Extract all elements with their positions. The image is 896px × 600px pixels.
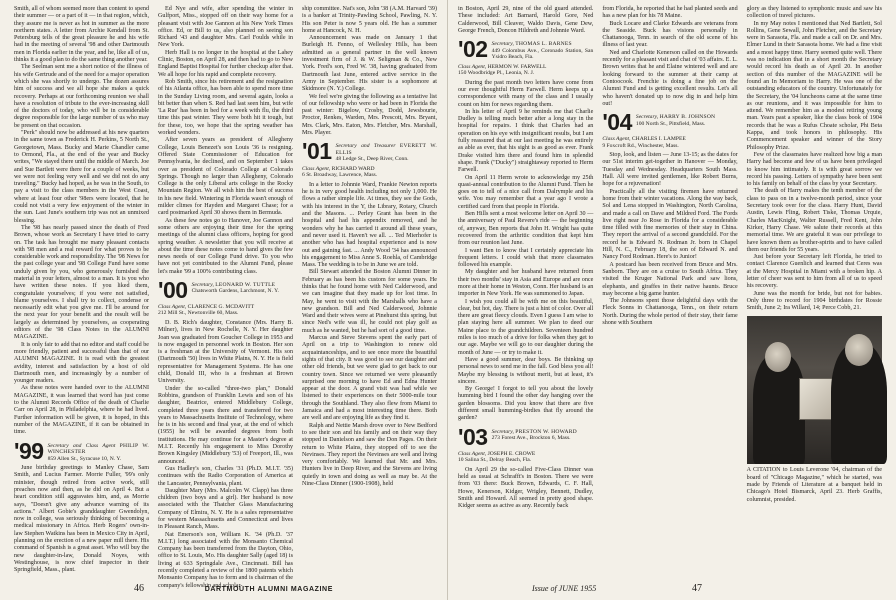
paragraph: The death of Harry makes the tenth member of the class to pass on in a twelve-month period, since your Secretary took over for the class. Harry Hunt, David Austin, Lewis Fling, Robert Tiske, Thomas Urquie, Charles MacKnight, Walter Russell, Fred Kent, John Kirker, Harry Chase. We salute their records at this memorial time. We are grateful it was our privilege to have known them as brother-spirits and to have called them our friends for 55 years.	[746, 188, 882, 253]
paragraph: Ned and Charlotte Kenerson called on the Howards recently for a pleasant visit and chat of '03 affairs. E. L. Brown writes that he and Elaine wintered well and are looking forward to the summer at their camp at Contoocook. Frenchie is doing a fine job on the Alumni Fund and is getting excellent results. Let's all who haven't donated up to now dig in and help him out!	[602, 49, 738, 107]
class-secretary: Secretary, THOMAS L. BARNES 449 Colombus Ave., Coronado Station, San Ysidro Beach, Fla.	[491, 41, 594, 61]
paragraph: Have a good summer, dear boys. Be thinking up personal news to send me in the fall. God bless you all! Maybe my blessing is without merit, but at least, it's sincere.	[458, 356, 594, 385]
right-page	[448, 0, 896, 600]
class-agent: Class Agent, CHARLES I. LAMPEE 9 Foxcroft Rd., Winchester, Mass.	[602, 136, 686, 149]
paragraph: Nat Emerson's son, William K. '34 (Ph.D. '37 M.I.T.) long associated with the Monsanto Chemical Company has been transferred from the Dayton, Ohio, office to St. Louis, Mo. His daughter Sally (aged 18) is living at 633 Springdale Ave., Cincinnati. Bill has recently completed a review of the 1800 patents which Monsanto Company has to form and is chairman of the company's fellowship and scholar-	[158, 531, 293, 589]
paragraph: from Florida, he reported that he had planted seeds and has a new plan for his 78 Maine.	[602, 6, 738, 20]
paragraph: Ben Hills sent a most welcome letter on April 30 — the anniversary of Paul Revere's ride — the beginning of, anyway, Ben reports that John H. Wright has quite recovered from the arthritic condition that kept him from our reunion last June.	[458, 211, 594, 247]
photo-block	[747, 316, 882, 503]
right-column-2	[602, 6, 737, 578]
paragraph: In a letter to Johnnie Ward, Frankie Newton reports he is in very good health including not only 1,000. He flows a rather simple life. At times, they see the Gods, with his interest in the Y, the Library, Rotary, Church and the Masons. ... Perley Grant has been in the hospital and had his appendix removed, and he wonders why he has carried it around all these years, and never used it. Haven't we all. ... Ted Mierhofer is another who has had hospital experience and is now out and gaining fast. ... Andy Wood '34 has announced his engagement to Miss Anne S. Roehla, of Cambridge Mass. The wedding is to be in June we are told.	[302, 181, 437, 269]
right-column-1	[458, 6, 593, 578]
paragraph: A postcard has been received from Bruce and Mrs. Sanborn. They are on a cruise to South Africa. They visited the Kruger National Park and saw lions, elephants, and giraffes in their native haunts. Bruce may become a big game hunter.	[602, 261, 738, 297]
class-secretary: Secretary and Treasurer EVERETT W. ELLIS 48 Ledge St., Deep River, Conn.	[335, 143, 437, 163]
paragraph: Under the so-called "three-two plan," Donald Robbins, grandson of Franklin Lewis and son of his daughter, Beatrice, entered Middlebury College, completed three years there and transferred for two years to Massachusetts Institute of Technology, where he is in his second and final year, at the end of which (1955) he will be awarded degrees from both institutions. He may continue for a Master's degree at M.I.T. Recently his engagement to Miss Dorothy Brown Kingsley (Middlebury '53) of Freeport, Ill., was announced.	[158, 385, 293, 465]
right-columns	[458, 6, 882, 578]
class-heading-99	[14, 437, 149, 464]
issue-date: Issue of JUNE 1955	[532, 584, 597, 593]
paragraph: As these notes were handed over to the ALUMNI MAGAZINE, it was learned that word has just come to the Alumni Records Office of the death of Charlie Carr on April 28, in Philadelphia, where he had lived. Further information will be given, it is hoped, in this number of the MAGAZINE, if it can be obtained in time.	[14, 385, 149, 436]
paragraph: The Johnsons spent those delightful days with the Fleck Sonns in Chattanooga, Tenn., on their return North. During the whole period of their stay, their fame shone with Southern	[602, 298, 738, 326]
photo-caption: A CITATION to Louis Leverone '04, chairman of the board of "Chicago Magazine," which he started, was made by Friends of Literature at a banquet held in Chicago's Hotel Bismarck, April 23. Herb Graffis, columnist, presided.	[746, 467, 882, 503]
paragraph: The Seelman sent me a short notice of the illness of his wife Gertrude and of the need for a major operation which she was shortly to undergo. The dozen assures him of success and we all hope she makes a quick recovery. Perhaps at our forthcoming reunion we shall have a resolution of tribute to the ever-increasing skill of the doctors of today, who will be in considerable degree responsible for the large number of us who may be present on that occasion.	[14, 64, 149, 129]
class-year: '00	[158, 276, 188, 303]
paragraph: Stop, look, and listen — June 13-15; as the dates for our 51st interim get-together in Hanover — Monday, Tuesday and Wednesday. Headquarters South Mass. Hall. All were invited gentlemen, like Robert Burns, hope for a rejuvenation!	[602, 152, 738, 188]
paragraph: On April 11 Herm wrote to acknowledge my 25th quasi-annual contribution to the Alumni Fund. Then he goes on to tell of a nice call from Dalrymple and his wife. You may remember that a year ago I wrote a certified card from that people in Florida.	[458, 174, 594, 210]
photo-face-center	[845, 334, 873, 366]
paragraph: June was the month for bride, but not for babies. Only three to record for 1904 birthdates for Rossie Smith, June 2; Ira Willard, 14; Perce Cobb, 21.	[746, 290, 882, 312]
paragraph: Rob Smith, since his retirement and the resignation of his Atlanta office, has been able to spend more time in the Sunday Living room, and several again, looks a bit better than when S. Red had last seen him, but wife 'La Rue' has been in bed for a week with flu, the third time this past winter. They were both hit it tough, but for these, too, we hope that the spring weather has worked wonders.	[158, 78, 293, 137]
paragraph: Ed Nye and wife, after spending the winter in Gulfport, Miss., stopped off on their way home for a pleasant visit with Joe Gannon at his New York Times office. Ed, or Bill to us, also planned on seeing son Richard '43 and daughter Mrs. Carl Foulds while in New York.	[158, 6, 293, 49]
right-column-3	[747, 6, 882, 578]
paragraph: We feel we're giving the following as a tentative list of our fellowship who were or had been in Florida the past winter: Bigelow, Crosby, Dodd, Jewsbourie, Proctor, Renkes, Warden, Mrs. Prescott, Mrs. Bryant, Mrs. Clark, Mrs. Eaton, Mrs. Fletcher, Mrs. Marshall, Mrs. Player.	[302, 93, 437, 137]
class-secretary: Secretary and Class Agent PHILIP W. WINCHESTER 859 Allen St., Syracuse 10, N. Y.	[47, 442, 149, 462]
paragraph: glory as they listened to symphonic music and saw his collection of travel pictures.	[746, 6, 882, 20]
paragraph: Few of the classmates have realized how big a man Harry had become and few of us have been privileged to know him intimately. It is with great sorrow we record his passing. Letters of sympathy have been sent to his family on behalf of the class by your Secretary.	[746, 151, 882, 188]
paragraph: My daughter and her husband have returned from their two months' stay in Asia and Europe and are once more at their home in Weston, Conn. Her husband is an importer in New York. He was summoned to Japan.	[458, 269, 594, 298]
left-column-2	[158, 6, 293, 589]
class-heading-01	[302, 138, 437, 165]
page-number: 47	[692, 583, 702, 594]
left-column-3	[302, 6, 437, 578]
paragraph: June birthday greetings to Manley Chase, Sam Smith, and Lucius Farmer. Morrie Fuller, '99's only minister, though retired from active work, still preaches now and then, as he did on April 4. But a heart condition still aggravates him, and, as Morrie says, "Doesn't give any advance warning of its actions." Albert Gobie's granddaughter Gwendolyn, now in college, was seriously thinking of becoming a medical missionary in Africa. Herb Rogers' own-in-law Stephen Watkins has been in Mexico City in April, planning on the erection of a new paper mill there. His command of Spanish is a great asset. Who will buy the new daughter-in-law, Donald Noyes, with Westinghouse, is now chief inspector in their Springfield, Mass., plant.	[14, 465, 149, 574]
paragraph: It is only fair to add that no editor and staff could be more friendly, patient and successful than that of our ALUMNI MAGAZINE. It is read with the greatest avidity, interest and satisfaction by a host of old Dartmouth men, and increasingly by a number of younger readers.	[14, 341, 149, 385]
class-year: '04	[602, 109, 632, 136]
paragraph: During the past month two letters have come from our ever thoughtful Herm Farwell. Herm keeps up a correspondence with many of the class and I usually count on him for news regarding them.	[458, 79, 594, 108]
paragraph: Marcus and Steve Stevens spent the early part of April on a trip to Washington to renew old acquaintanceships, and to see once more the beautiful sights of that city. It was good to see our daughter and other old friends, but we were glad to get back to our country town. Since we returned we were pleasantly surprised one morning to have Ed and Edna Hunter appear at the door. A grand visit was had while we listened to their experiences on their 5000-mile tour through the Southland. They also flew from Miami to Jamaica and had a most interesting time there. Both are well and are enjoying life as they find it.	[302, 335, 437, 422]
paragraph: in Boston, April 29, nine of the old guard attended. These included: Art Barnard, Harold Gore, Ned Calderwood, Bill Cleaver, Waldo Davis, Gene Dew, George French, Doncon Hildreth and Johnnie Ward.	[458, 6, 594, 34]
class-secretary: Secretary, LEONARD W. TUTTLE Chatsworth Gardens, Larchmont, N. Y.	[191, 281, 279, 295]
paragraph: ship committee. Nat's son, John '38 (A.M. Harvard '39) is a banker at Trinity-Pawling School, Pawling, N. Y. His son Peter is now 5 years old. He has a summer home at Hancock, N. H.	[302, 6, 437, 34]
class-year: '03	[458, 423, 488, 450]
class-heading-02	[458, 36, 594, 63]
class-heading-00	[158, 276, 293, 303]
photo-citation-plaque	[799, 378, 835, 420]
class-agent: Class Agent, RICHARD WARD 6 St. Broadway, Lawrence, Mass.	[302, 165, 378, 179]
photo-face-left	[765, 342, 791, 372]
paragraph: Ralph and Nettie Marsh drove over to New Bedford to see their son and his family and on their way they stopped in Danielson and saw the Don Pages. On their return to White Plains, they stopped off to see the Nevinses. They report the Nevinses are well and living very comfortably. We learned that Mr. and Mrs. Hunters live in Deep River, and the Stevens are living quietly in town and doing as well as may be. At the Nine-Class Dinner (1900-1908), held	[302, 422, 437, 488]
paragraph: In my May notes I mentioned that Ned Bartlett, Sol Rollins, Gene Sewall, John Fletcher, and the Secretary were in Sarasota, Fla. and made a call on Dr. and Mrs. Elmer Lund in their Sarasota home. We had a fine visit and a most happy time. Harry seemed quite well. There was no indication that in a short month the Secretary would record his death as of April 20. In another section of this number of the MAGAZINE will be found an In Memoriam to Harry. He was one of the outstanding educators of the country. Unfortunately for the Secretary, the '04 luncheons came at the same time as our reunions, and it was impossible for him to attend. We remember him as a modest retiring young man. Years past a speaker, like the class book of 1904 records that he was a Rufus Choate scholar, Phi Beta Kappa, and took honors in philosophy. His Commencement speaker and winner of the Story Philosophy Prize.	[746, 20, 882, 151]
left-column-1	[14, 6, 149, 578]
paragraph: Just before your Secretary left Florida, he tried to contact Clarence Guenlich and learned that Ceres was at the Mercy Hospital in Miami with a broken hip. A letter of cheer was sent to him from all of us to speed his recovery.	[746, 254, 882, 290]
class-agent: Class Agent, CLARENCE G. MCDAVITT 212 Mill St., Newtonville 60, Mass.	[158, 303, 255, 317]
class-heading-04	[602, 109, 737, 136]
paragraph: By George! I forgot to tell you about the lovely humming bird I found the other day hanging over the garden blossoms. Did you know that there are five different small humming-birdies that fly around the garden?	[458, 386, 594, 422]
class-heading-03	[458, 423, 593, 450]
class-year: '02	[458, 36, 488, 63]
right-footer	[448, 583, 896, 594]
paragraph: Announcement was made on January 1 that Burleigh H. Fenno, of Wellesley Hills, has been admitted as a general partner in the well known investment firm of J. & W. Seligman & Co., New York. Fred's son, Fred W. '38, having graduated from Dartmouth last June, entered active service in the Army in September. His sister is a sophomore at Skidmore (N. Y.) College.	[302, 35, 437, 93]
paragraph: Daughter Mary (Mrs. Malcolm W. Clapp) has three children (two boys and a girl). Her husband is now associated with the Thatcher Glass Manufacturing Company of Elmira, N. Y. He is a sales representative for western Massachusetts and Connecticut and lives in Pleasant Ranch, Mass.	[158, 487, 293, 531]
class-year: '01	[302, 138, 332, 165]
paragraph: Smith, all of whom seemed more than content to spend their summer — or a part of it — in that region, which, they assure me is never as hot in summer as the more northern states. A letter from Archie Kendall from St. Petersburg tells of the great pleasure he and his wife had in the meeting of several '98 and other Dartmouth men in Florida earlier in the year, and he, like all of us, thinks it a good plan to do the same thing another year.	[14, 6, 149, 64]
class-agent: Class Agent, HERMON W. FARWELL 150 Woodbridge Pl., Leonia, N. J.	[458, 63, 547, 77]
paragraph: Bill Stewart attended the Boston Alumni Dinner in February as has been his custom for some years. He thinks that he found home with Ned Calderwood, and we can imagine that they made up for lost time. In May, he went to visit with the Marshalls who have a new grandson. Bill and Ned Calderwood, Johnnie Ward and their wives were at Pinehurst this spring, but since Ned's wife was ill, he could not play golf as much as he wanted, but he had sort of a good time.	[302, 269, 437, 334]
paragraph: After seven years as president of Allegheny College, Louis Benezet's son Louis '36 is resigning. Offered State Commissioner of Education for Pennsylvania, he declined, and on September 1 takes over as president of Colorado College at Colorado Springs. Though no larger than Allegheny, Colorado College is the only Liberal arts college in the Rocky Mountain Region. We all wish him the best of success in his new field. Wintering in Florida wasn't enough of milder climes for Hayden and Margaret Chase; for a card postmarked April 30 shows them in Bermuda.	[158, 137, 293, 217]
magazine-title: DARTMOUTH ALUMNI MAGAZINE	[204, 586, 333, 593]
class-secretary: Secretary, PRESTON W. HOWARD 273 Forest Ave., Brockton 6, Mass.	[491, 428, 577, 442]
paragraph: I wish you could all be with me on this beautiful, clear, but hot, day. There is just a hint of color. Over all there are great fleecy clouds. Even I guess I am wise to plan staying here all summer. We plan to deed our Maine place to the grandchildren. Seventeen hundred miles is too much of a drive for folks when they get to our age. Maybe we will go to our daughter during the month of June — or try to make it.	[458, 298, 594, 356]
citation-photo	[747, 316, 882, 464]
paragraph: "Perk" should now be addressed at his new quarters in the same town as Frederick H. Perkins, 5 North St., Georgetown, Mass. Bucky and Marie Chandler came to Ormond, Fla., at the end of the year and Bucky writes, "We stayed there until the middle of March. Joe and Sue Bartlett were there for a couple of weeks, but we were not feeling very well and we did not do any traveling." Bucky had hoped, as he was in the South, to pay a visit to the class members in the West Coast, where at least four other '98ers were located, that he could not visit a very few enjoyment of the winter in the sun. Last June's southern trip was not an unmixed blessing.	[14, 130, 150, 224]
paragraph: Gus Hadley's son, Charles '31 (Ph.D. M.I.T. '35) continues with the Radio Corporation of America at the Lancaster, Pennsylvania, plant.	[158, 465, 293, 487]
paragraph: I want Ben to know that I certainly appreciate his frequent letters. I could wish that more classmates followed his example.	[458, 247, 594, 269]
paragraph: In his letter of April 9 he reminds me that Charlie Dudley is telling much better after a long stay in the hospital for repairs. I think that Charles had an operation on his eye with insignificant results, but I am fully reassured that at our last meeting he was entirely as able as ever, that his sight is as good as ever. Frank Drake visited him there and found him in splendid shape. Frank ("Ducky") straightaway reported to Herm Farwell.	[458, 108, 594, 174]
paragraph: D. B. Rich's daughter, Constance (Mrs. Harry B. Milner), lives in New Rochelle, N. Y. Her daughter Joan was graduated from Goucher College in 1953 and is now engaged in personnel work in Boston. Her son is a freshman at the University of Vermont. His son (Dartmouth '50) lives in White Plains, N. Y. He is field representative for Management Systems. He has one child, Donald III, who is a freshman at Brown University.	[158, 319, 293, 385]
paragraph: The '98 has nearly passed since the death of Fred Brown, whose work as Secretary I have tried to carry on. The task has brought me many pleasant contacts with '98 men and a real reward for what proves to be considerable work and responsibility. The '98 News for the past college year and '98 College Fund have some unduly given by you, who generously furnished the material in your letters, almost to a man. It is you who have written these notes. If you liked them, congratulate yourselves; if you were not satisfied, blame yourselves. I shall try to collect, condense or necessarily edit what you give me. I'll be around for the next year for your benefit and the result will be largely as determined by yourselves, as cooperating editors of the '98 Class Notes in the ALUMNI MAGAZINE.	[14, 224, 149, 341]
page-number: 46	[134, 583, 144, 594]
class-agent: Class Agent, JOSEPH E. CROWE 10 Salina St., Delray Beach, Fla.	[458, 450, 536, 464]
paragraph: On April 29 the so-called Five-Class Dinner was held as usual at Schrafft's in Boston. There we were from '03 there: Buck Brown, Edwards, C. F. Hall, Howe, Kenerson, Kidger, Wrigley, Bennett, Dudley, Smith and Howard. All seemed in pretty good shape. Kidger seems as active as any. Recently back	[458, 466, 594, 510]
paragraph: As these few notes go to Hanover, Joe Gannon and some others are enjoying their time for the spring meetings of the alumni class officers, hoping for good spring weather. A newsletter that you will receive at about the time these notes come to hand gives the few news needs of our College Fund drive. To you who have not yet contributed to the Alumni Fund, please let's make '99 a 100% contributing class.	[158, 217, 293, 275]
paragraph: Herb Hall is no longer in the hospital at the Lahey Clinic, Boston, on April 28, and then had to go to New England Baptist Hospital for further checkup after that. We all hope for his rapid and complete recovery.	[158, 49, 293, 78]
paragraph: Practically all the visiting firemen have returned home from their winter vacations. Along the way back, Sol and Lena stopped in Washington, North Carolina, and made a call on Dave and Mildred Ford. The Fords live right near Jo Rose in Florida for a considerable time filled with fine memories of their stay in China. They report the arrival of a second grandchild. For the record he is Edward N. Rodman Jr. born in Chapel Hill, N. C., February 18, the son of Edward N. and Nancy Ford Rodman. Here's to Junior!	[602, 188, 738, 261]
left-footer	[0, 583, 447, 594]
class-secretary: Secretary, HARRY B. JOHNSON 100 North St., Pittsfield, Mass.	[635, 114, 716, 127]
class-year: '99	[14, 437, 44, 464]
paragraph: Buck Locare and Clarke Edwards are veterans from the Seaside. Buck has visions personally in Chattanooga, Tenn. in search of the old scene of his illness of last year.	[602, 20, 738, 49]
